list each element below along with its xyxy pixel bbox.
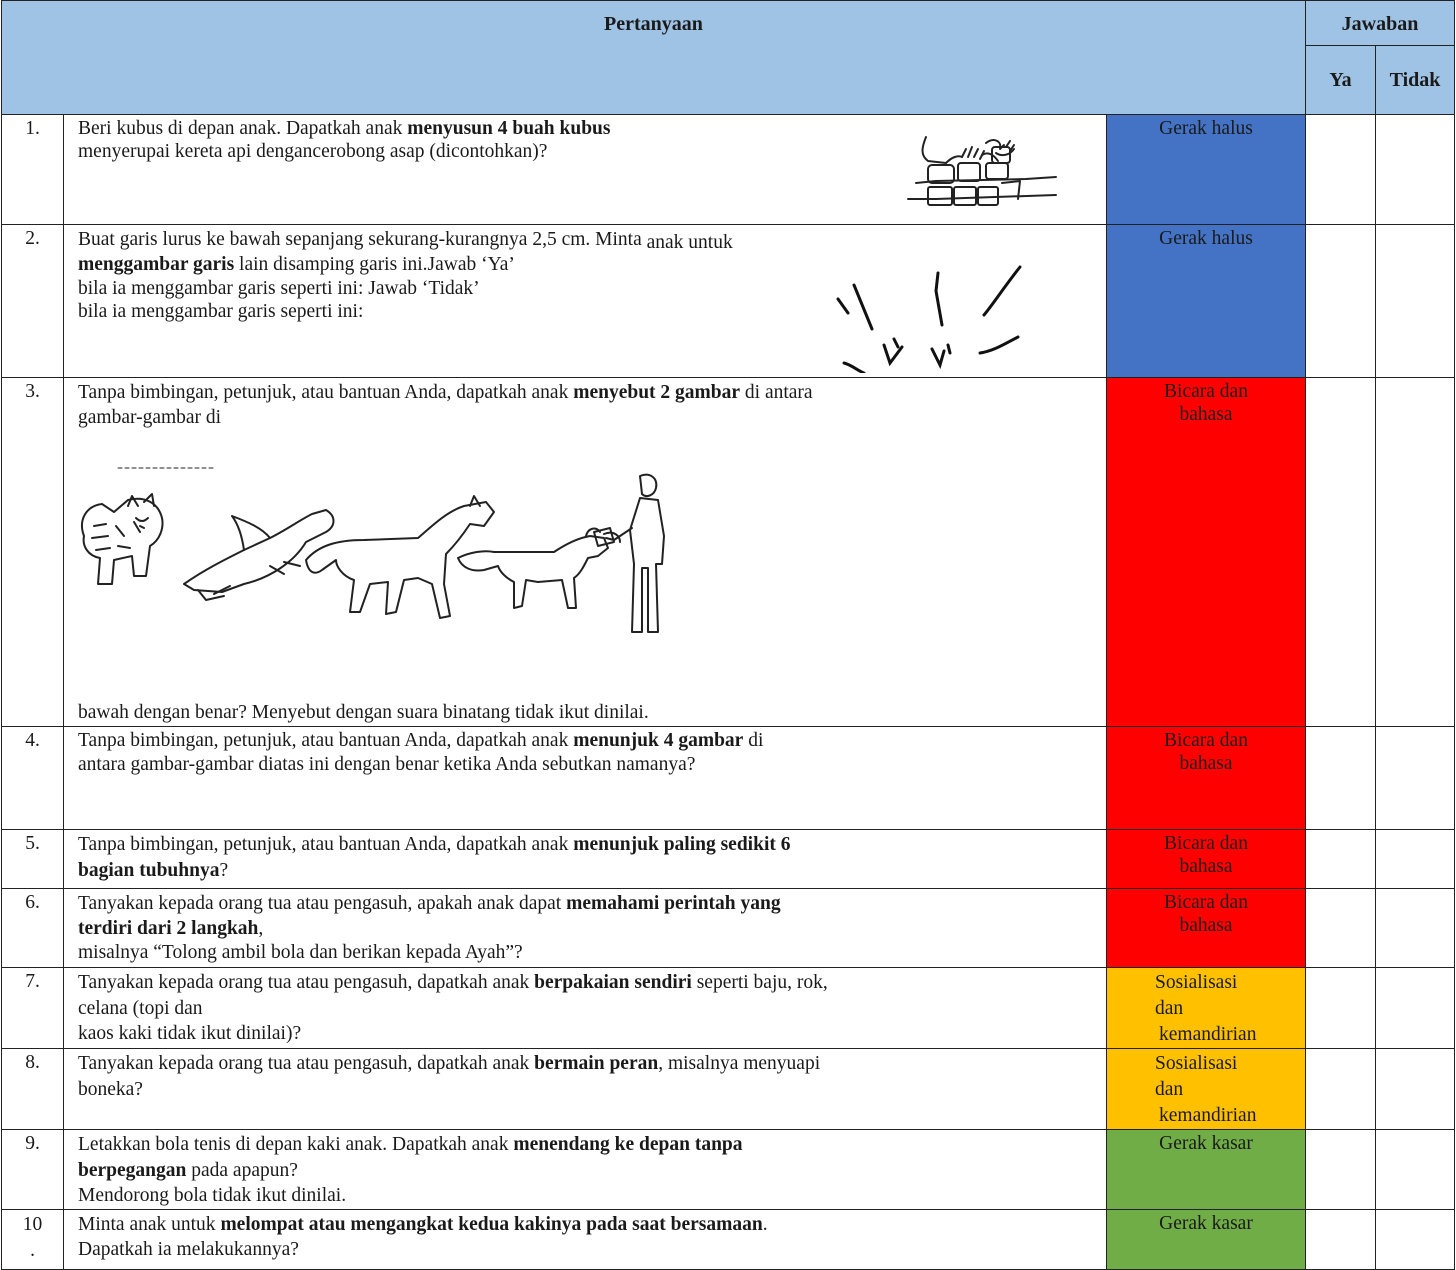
row-number-line: 10 xyxy=(22,1214,43,1235)
category-line: Bicara dan xyxy=(1164,892,1248,913)
header-answer: Jawaban xyxy=(1306,1,1455,46)
category-bicara-bahasa xyxy=(1107,378,1306,727)
question-text: Dapatkah ia melakukannya? xyxy=(78,1239,299,1260)
row-number: 9. xyxy=(2,1130,64,1210)
category-gerak-halus: Gerak halus xyxy=(1107,115,1306,225)
question-text: kaos kaki tidak ikut dinilai)? xyxy=(78,1023,302,1044)
question-text: di xyxy=(743,730,764,751)
category-bicara-bahasa xyxy=(1107,727,1306,830)
table-row xyxy=(2,727,1455,830)
question-cell xyxy=(64,830,1107,889)
answer-yes-cell[interactable] xyxy=(1306,830,1376,889)
question-bold: berpakaian sendiri xyxy=(534,972,692,993)
category-line: bahasa xyxy=(1179,404,1233,425)
question-bold: berpegangan xyxy=(78,1160,187,1181)
question-text: bila ia menggambar garis seperti ini: Jawab ‘Tidak’ xyxy=(78,278,480,299)
question-text: seperti baju, rok, xyxy=(691,972,828,993)
question-text: gambar-gambar di xyxy=(78,407,222,428)
answer-yes-cell[interactable] xyxy=(1306,378,1376,727)
question-text: pada apapun? xyxy=(186,1160,298,1181)
question-cell xyxy=(64,889,1107,968)
question-text: boneka? xyxy=(78,1079,143,1100)
table-row xyxy=(2,1210,1455,1270)
question-text: Tanpa bimbingan, petunjuk, atau bantuan Anda, dapatkah anak xyxy=(78,382,574,403)
category-line: bahasa xyxy=(1179,915,1233,936)
question-text: menyerupai kereta api dengancerobong asap (dicontohkan)? xyxy=(78,141,548,162)
question-text: Buat garis lurus ke bawah sepanjang sekurang-kurangnya 2,5 cm. Minta xyxy=(78,229,647,250)
answer-yes-cell[interactable] xyxy=(1306,1210,1376,1270)
question-text: bila ia menggambar garis seperti ini: xyxy=(78,301,364,322)
question-cell xyxy=(64,378,1107,727)
question-bold: menunjuk paling sedikit 6 xyxy=(573,834,791,855)
question-text: misalnya “Tolong ambil bola dan berikan kepada Ayah”? xyxy=(78,942,523,963)
question-bold: menyebut 2 gambar xyxy=(573,382,741,403)
category-bicara-bahasa xyxy=(1107,830,1306,889)
answer-yes-cell[interactable] xyxy=(1306,1049,1376,1130)
question-cell xyxy=(64,115,1107,225)
question-bold: memahami perintah yang xyxy=(566,893,781,914)
category-line: kemandirian xyxy=(1159,1024,1257,1045)
category-line: Sosialisasi xyxy=(1155,1053,1238,1074)
category-line: Sosialisasi xyxy=(1155,972,1238,993)
question-text: anak untuk xyxy=(646,232,733,253)
question-bold: terdiri dari 2 langkah xyxy=(78,918,259,939)
row-number: 7. xyxy=(2,968,64,1049)
category-line: dan xyxy=(1155,998,1184,1019)
answer-yes-cell[interactable] xyxy=(1306,889,1376,968)
ddst-questionnaire-table xyxy=(1,0,1455,1270)
question-text: lain disamping garis ini.Jawab ‘Ya’ xyxy=(234,254,515,275)
question-text: . xyxy=(762,1214,768,1235)
question-text: Letakkan bola tenis di depan kaki anak. Dapatkah anak xyxy=(78,1134,514,1155)
row-number: 3. xyxy=(2,378,64,727)
row-number: 2. xyxy=(2,225,64,378)
answer-no-cell[interactable] xyxy=(1376,727,1455,830)
category-line: Bicara dan xyxy=(1164,730,1248,751)
header-question: Pertanyaan xyxy=(2,1,1306,115)
answer-no-cell[interactable] xyxy=(1376,1210,1455,1270)
answer-no-cell[interactable] xyxy=(1376,378,1455,727)
question-cell xyxy=(64,1049,1107,1130)
question-text: bawah dengan benar? Menyebut dengan suara binatang tidak ikut dinilai. xyxy=(78,702,649,723)
question-cell xyxy=(64,968,1107,1049)
category-line: kemandirian xyxy=(1159,1105,1257,1126)
header-no: Tidak xyxy=(1376,46,1455,115)
row-number: 8. xyxy=(2,1049,64,1130)
question-text: di antara xyxy=(740,382,813,403)
answer-no-cell[interactable] xyxy=(1376,1049,1455,1130)
question-cell xyxy=(64,1210,1107,1270)
answer-no-cell[interactable] xyxy=(1376,225,1455,378)
category-gerak-kasar: Gerak kasar xyxy=(1107,1210,1306,1270)
question-text: Beri kubus di depan anak. Dapatkah anak xyxy=(78,118,408,139)
row-number: 5. xyxy=(2,830,64,889)
category-line: Bicara dan xyxy=(1164,833,1248,854)
question-text: ? xyxy=(219,860,229,881)
table-row xyxy=(2,115,1455,225)
header-row-1 xyxy=(2,1,1455,46)
row-number xyxy=(2,1210,64,1270)
question-text: Minta anak untuk xyxy=(78,1214,221,1235)
category-sosialisasi xyxy=(1107,1049,1306,1130)
table-row xyxy=(2,1130,1455,1210)
table-row xyxy=(2,225,1455,378)
category-line: dan xyxy=(1155,1079,1184,1100)
question-text: Tanyakan kepada orang tua atau pengasuh, dapatkah anak xyxy=(78,1053,535,1074)
question-text: celana (topi dan xyxy=(78,998,203,1019)
table-row xyxy=(2,1049,1455,1130)
answer-no-cell[interactable] xyxy=(1376,968,1455,1049)
question-bold: melompat atau mengangkat kedua kakinya pada saat bersamaan xyxy=(220,1214,763,1235)
table-row xyxy=(2,378,1455,727)
question-bold: menendang ke depan tanpa xyxy=(513,1134,743,1155)
row-number: 1. xyxy=(2,115,64,225)
answer-yes-cell[interactable] xyxy=(1306,968,1376,1049)
question-text: Tanyakan kepada orang tua atau pengasuh, apakah anak dapat xyxy=(78,893,567,914)
category-bicara-bahasa xyxy=(1107,889,1306,968)
answer-yes-cell[interactable] xyxy=(1306,115,1376,225)
question-cell xyxy=(64,225,1107,378)
answer-yes-cell[interactable] xyxy=(1306,225,1376,378)
question-bold: menunjuk 4 gambar xyxy=(573,730,744,751)
question-bold: bagian tubuhnya xyxy=(78,860,220,881)
question-cell xyxy=(64,1130,1107,1210)
question-bold: menyusun 4 buah kubus xyxy=(407,118,611,139)
question-text: Mendorong bola tidak ikut dinilai. xyxy=(78,1185,347,1206)
answer-no-cell[interactable] xyxy=(1376,115,1455,225)
question-text: Tanyakan kepada orang tua atau pengasuh, dapatkah anak xyxy=(78,972,535,993)
category-line: bahasa xyxy=(1179,753,1233,774)
answer-no-cell[interactable] xyxy=(1376,830,1455,889)
question-bold: menggambar garis xyxy=(78,254,235,275)
category-gerak-halus: Gerak halus xyxy=(1107,225,1306,378)
answer-no-cell[interactable] xyxy=(1376,889,1455,968)
table-row xyxy=(2,968,1455,1049)
header-yes: Ya xyxy=(1306,46,1376,115)
category-gerak-kasar: Gerak kasar xyxy=(1107,1130,1306,1210)
question-text: antara gambar-gambar diatas ini dengan benar ketika Anda sebutkan namanya? xyxy=(78,754,696,775)
cubes-drawing-icon xyxy=(906,133,1078,213)
question-bold: bermain peran xyxy=(534,1053,659,1074)
question-cell xyxy=(64,727,1107,830)
row-number-line: . xyxy=(30,1240,35,1261)
answer-yes-cell[interactable] xyxy=(1306,727,1376,830)
animals-and-man-drawing-icon xyxy=(74,466,674,636)
question-text: , misalnya menyuapi xyxy=(658,1053,821,1074)
line-drawings-icon xyxy=(834,263,1054,373)
category-line: Bicara dan xyxy=(1164,381,1248,402)
row-number: 4. xyxy=(2,727,64,830)
category-sosialisasi xyxy=(1107,968,1306,1049)
question-text: , xyxy=(258,918,264,939)
answer-yes-cell[interactable] xyxy=(1306,1130,1376,1210)
row-number: 6. xyxy=(2,889,64,968)
table-row xyxy=(2,830,1455,889)
question-text: Tanpa bimbingan, petunjuk, atau bantuan Anda, dapatkah anak xyxy=(78,834,574,855)
table-row xyxy=(2,889,1455,968)
answer-no-cell[interactable] xyxy=(1376,1130,1455,1210)
question-text: Tanpa bimbingan, petunjuk, atau bantuan Anda, dapatkah anak xyxy=(78,730,574,751)
category-line: bahasa xyxy=(1179,856,1233,877)
